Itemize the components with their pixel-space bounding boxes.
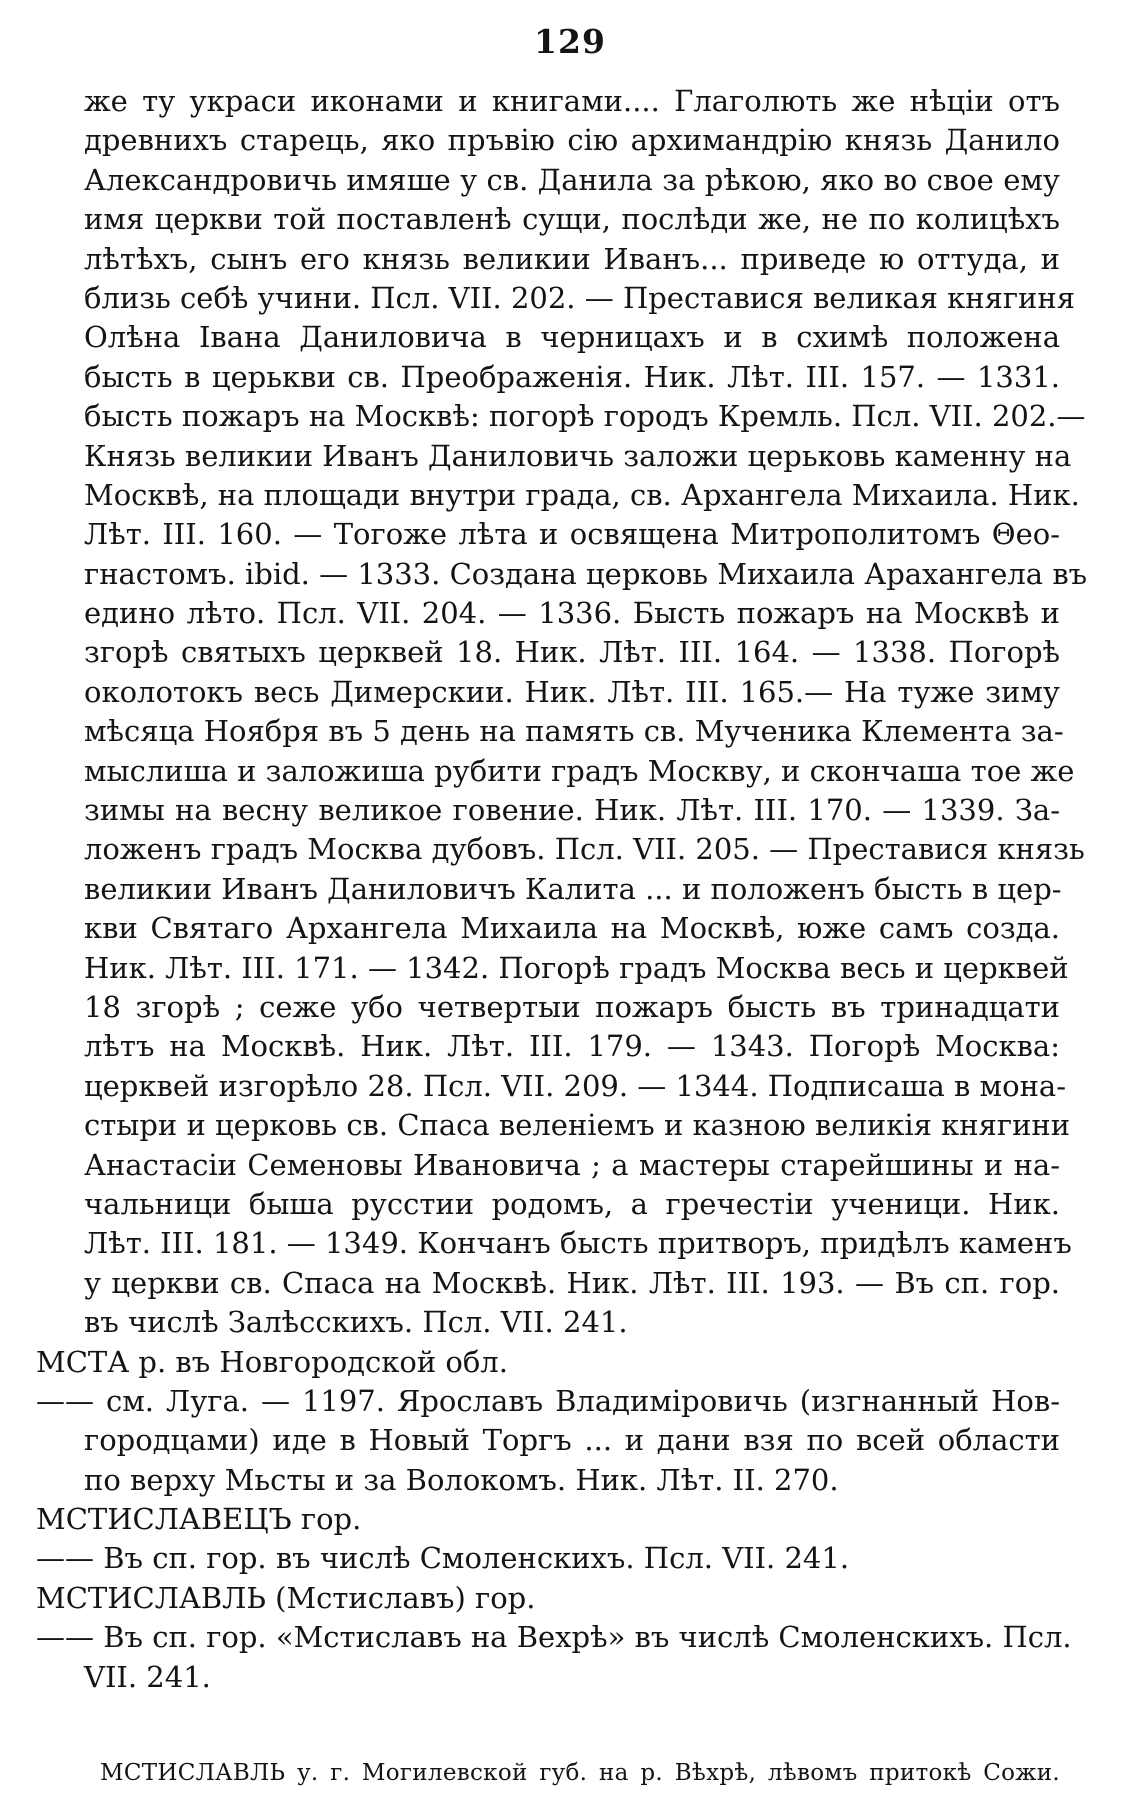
text-line: бысть в церькви св. Преображенія. Ник. Лѣт. III. 157. — 1331. [84,359,1060,394]
entry-mstislavl [36,1579,1072,1697]
entry-heading: МСТА р. въ Новгородской обл. [36,1344,508,1379]
text-line: гнастомъ. ibid. — 1333. Создана церковь Михаила Арахангела въ [84,556,1088,591]
text-line: околотокъ весь Димерскии. Ник. Лѣт. III. 165.— На туже зиму [84,674,1060,709]
text-line: стыри и церковь св. Спаса веленіемъ и казною великія княгини [84,1108,1071,1143]
text-line: Москвѣ, на площади внутри града, св. Архангела Михаила. Ник. [84,477,1080,512]
entry-heading: МСТИСЛАВЕЦЪ гор. [36,1502,362,1537]
text-line: лѣтъ на Москвѣ. Ник. Лѣт. III. 179. — 1343. Погорѣ Москва: [84,1029,1060,1064]
text-line: VII. 241. [84,1659,211,1694]
text-line: згорѣ святыхъ церквей 18. Ник. Лѣт. III. 164. — 1338. Погорѣ [84,635,1060,670]
entry-mstislavets [36,1500,1060,1579]
text-line: —— Въ сп. гор. «Мстиславъ на Вехрѣ» въ числѣ Смоленскихъ. Псл. [36,1620,1072,1655]
text-line: кви Святаго Архангела Михаила на Москвѣ, юже самъ созда. [84,911,1060,946]
text-line: чальници быша русстии родомъ, а гречестіи ученици. Ник. [84,1186,1060,1221]
text-line: Ник. Лѣт. III. 171. — 1342. Погорѣ градъ Москва весь и церквей [84,950,1069,985]
text-line: едино лѣто. Псл. VII. 204. — 1336. Бысть пожаръ на Москвѣ и [84,596,1060,631]
text-line: зимы на весну великое говение. Ник. Лѣт. III. 170. — 1339. За- [84,793,1060,828]
text-line: же ту украси иконами и книгами.... Глаголють же нѣціи отъ [84,84,1060,118]
text-line: ложенъ градъ Москва дубовъ. Псл. VII. 205. — Преставися князь [84,832,1085,867]
text-line: Александровичь имяше у св. Данила за рѣкою, яко во свое ему [84,162,1060,197]
text-line: древнихъ старець, яко пръвію сію архимандрію князь Данило [84,123,1060,158]
main-text-block [36,82,1088,1697]
text-line: —— см. Луга. — 1197. Ярославъ Владимiровичь (изгнанный Нов- [36,1383,1060,1418]
text-line: Анастасіи Семеновы Ивановича ; а мастеры старейшины и на- [84,1147,1060,1182]
entry-msta [36,1343,1060,1501]
text-line: Лѣт. III. 181. — 1349. Кончанъ бысть притворъ, придѣлъ каменъ [84,1226,1072,1261]
text-line: городцами) иде в Новый Торгъ ... и дани взя по всей области [84,1423,1060,1458]
entry-heading: МСТИСЛАВЛЬ (Мстиславъ) гор. [36,1580,536,1615]
text-line: по верху Мьсты и за Волокомъ. Ник. Лѣт. II. 270. [84,1462,839,1497]
text-line: лѣтѣхъ, сынъ его князь великии Иванъ... приведе ю оттуда, и [84,241,1060,276]
text-line: у церкви св. Спаса на Москвѣ. Ник. Лѣт. III. 193. — Въ сп. гор. [84,1265,1060,1300]
text-line: —— Въ сп. гор. въ числѣ Смоленскихъ. Псл. VII. 241. [36,1541,850,1576]
text-line: церквей изгорѣло 28. Псл. VII. 209. — 1344. Подписаша в мона- [84,1068,1066,1103]
text-line: имя церкви той поставленѣ сущи, послѣди же, не по колицѣхъ [84,202,1060,237]
text-line: мѣсяца Ноября въ 5 день на память св. Мученика Клемента за- [84,714,1064,749]
text-line: Лѣт. III. 160. — Тогоже лѣта и освящена Митрополитомъ Θео- [84,517,1060,552]
text-line: мыслиша и заложиша рубити градъ Москву, и скончаша тое же [84,753,1075,788]
text-line: Олѣна Івана Даниловича в черницахъ и в схимѣ положена [84,320,1060,355]
text-line: великии Иванъ Даниловичъ Калита ... и положенъ бысть в цер- [84,871,1062,906]
footer-note: МСТИСЛАВЛЬ у. г. Могилевской губ. на р. Вѣхрѣ, лѣвомъ притокѣ Сожи. [100,1760,1060,1786]
page-number: 129 [534,22,606,61]
text-line: въ числѣ Залѣсскихъ. Псл. VII. 241. [84,1305,628,1340]
paragraph-moscow-continued [84,82,1088,1343]
text-line: бысть пожаръ на Москвѣ: погорѣ городъ Кремль. Псл. VII. 202.— [84,399,1086,434]
text-line: 18 згорѣ ; сеже убо четвертыи пожаръ бысть въ тринадцати [84,989,1060,1024]
text-line: Князь великии Иванъ Даниловичь заложи церьковь каменну на [84,438,1072,473]
text-line: близь себѣ учини. Псл. VII. 202. — Преставися великая княгиня [84,280,1076,315]
